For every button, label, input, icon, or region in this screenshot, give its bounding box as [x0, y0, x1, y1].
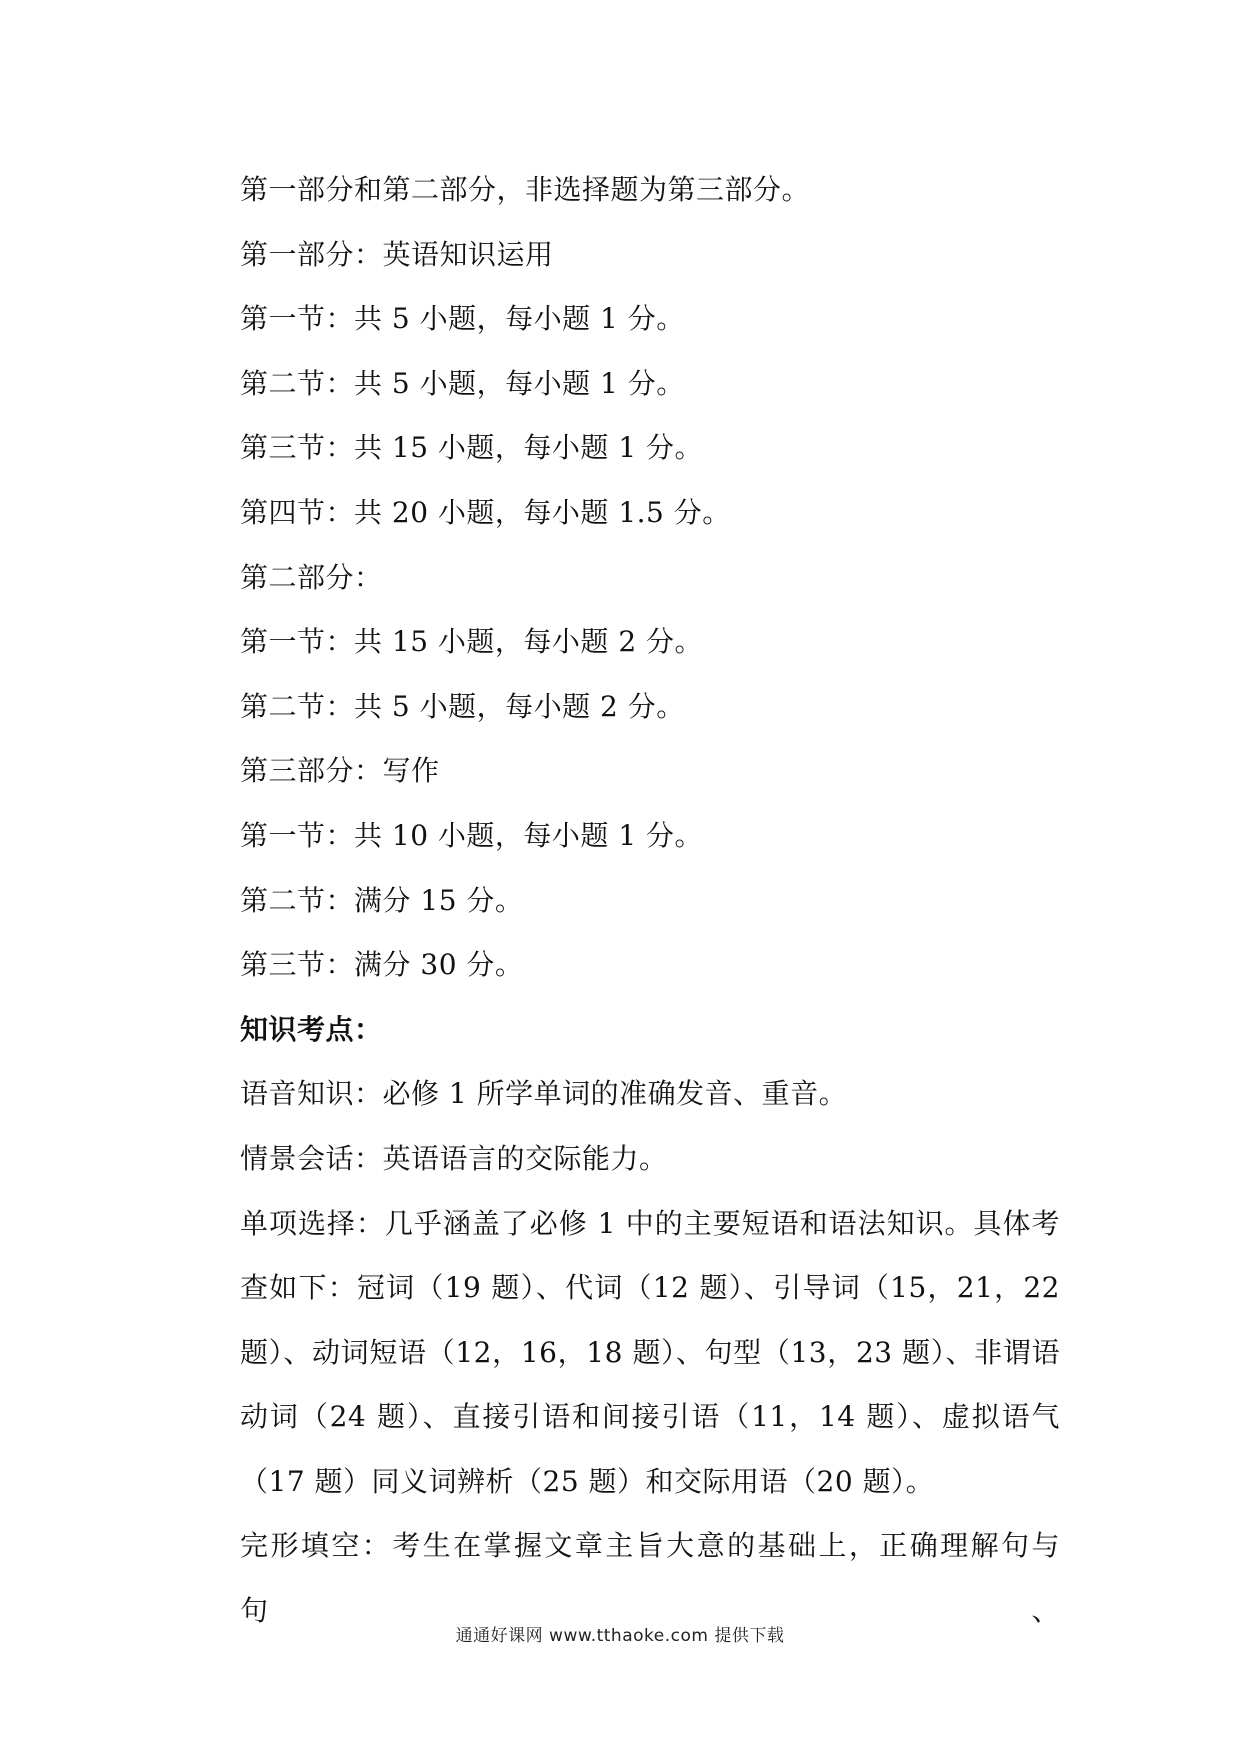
text-line: 第三节：满分 30 分。 — [240, 948, 524, 982]
single-choice-paragraph: 单项选择：几乎涵盖了必修 1 中的主要短语和语法知识。具体考查如下：冠词（19 题）、代词（12 题）、引导词（15，21，22 题）、动词短语（12，16，18 题）、句型（13，23 题）、非谓语动词（24 题）、直接引语和间接引语（11，14 题）、虚拟语气（17 题）同义词辨析（25 题）和交际用语（20 题）。 — [240, 1206, 1060, 1498]
knowledge-point: 情景会话：英语语言的交际能力。 — [240, 1141, 668, 1175]
knowledge-point: 语音知识：必修 1 所学单词的准确发音、重音。 — [240, 1077, 848, 1111]
text-line: 第一节：共 15 小题，每小题 2 分。 — [240, 625, 704, 659]
text-line: 第四节：共 20 小题，每小题 1.5 分。 — [240, 495, 731, 529]
text-line: 第二节：共 5 小题，每小题 1 分。 — [240, 366, 685, 400]
text-line: 第一节：共 5 小题，每小题 1 分。 — [240, 302, 685, 336]
part-three-heading: 第三部分：写作 — [240, 754, 440, 788]
document-body — [240, 158, 1060, 1628]
text-line: 第二节：共 5 小题，每小题 2 分。 — [240, 689, 685, 723]
cloze-paragraph: 完形填空：考生在掌握文章主旨大意的基础上，正确理解句与句、 — [240, 1529, 1060, 1628]
section-heading: 知识考点： — [240, 1012, 383, 1046]
part-two-heading: 第二部分： — [240, 560, 383, 594]
text-line: 第一节：共 10 小题，每小题 1 分。 — [240, 818, 704, 852]
footer-watermark: 通通好课网 www.tthaoke.com 提供下载 — [455, 1626, 785, 1646]
text-line: 第二节：满分 15 分。 — [240, 883, 524, 917]
text-line: 第一部分和第二部分，非选择题为第三部分。 — [240, 173, 811, 206]
text-line: 第三节：共 15 小题，每小题 1 分。 — [240, 431, 704, 465]
part-one-heading: 第一部分：英语知识运用 — [240, 237, 554, 271]
